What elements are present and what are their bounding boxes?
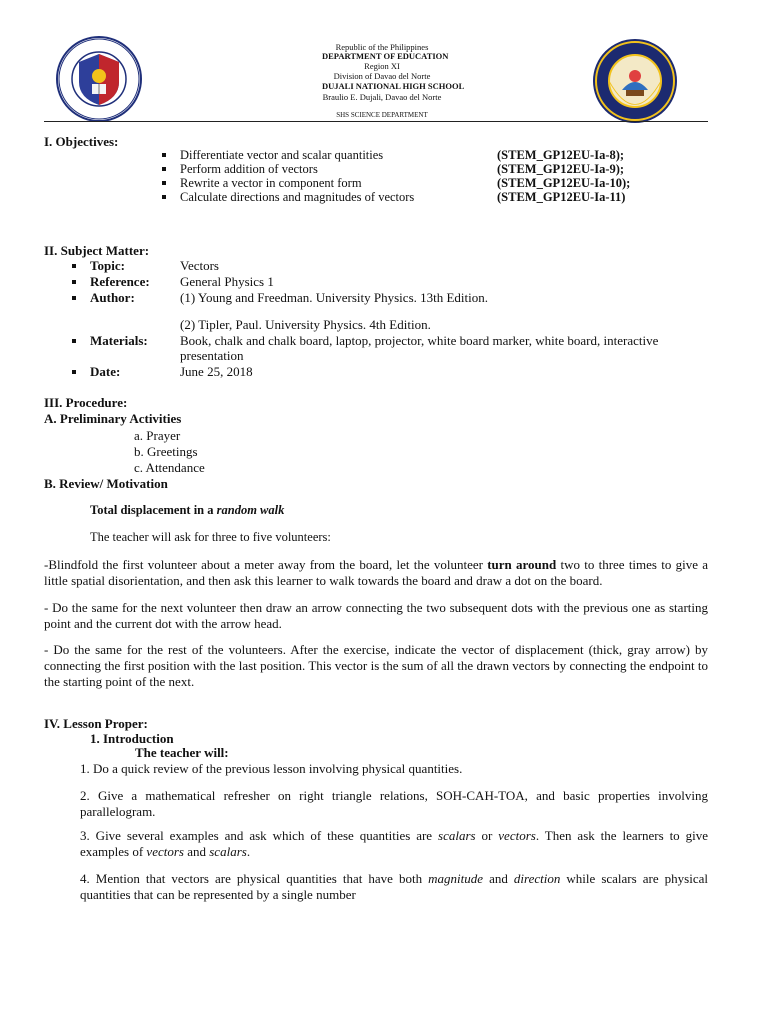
objective-4-text: Calculate directions and magnitudes of vectors — [180, 190, 415, 204]
objective-2-text: Perform addition of vectors — [180, 162, 318, 176]
bullet-square-icon — [162, 181, 166, 185]
bullet-square-icon — [162, 167, 166, 171]
materials-line-2: presentation — [180, 348, 244, 363]
lesson-item-1: 1. Do a quick review of the previous lesson involving physical quantities. — [80, 761, 463, 776]
lesson-heading: IV. Lesson Proper: — [44, 716, 148, 731]
activity-title: Total displacement in a random walk — [90, 503, 285, 517]
objectives-heading: I. Objectives: — [44, 134, 119, 149]
lesson-item-3: 3. Give several examples and ask which of these quantities are scalars or vectors. Then ask the learners to give examples of vectors and scalars. — [80, 828, 708, 859]
header-department: DEPARTMENT OF EDUCATION — [322, 51, 449, 61]
procedure-paragraph-3: - Do the same for the rest of the volunteers. After the exercise, indicate the vector of displacement (thick, gray arrow) by connecting the first position with the last position. This vector is the sum of all the drawn vectors by connecting the endpoint to the starting point of the next. — [44, 642, 708, 689]
header-dept-label: SHS SCIENCE DEPARTMENT — [336, 111, 428, 119]
bullet-square-icon — [72, 280, 76, 284]
materials-line-1: Book, chalk and chalk board, laptop, projector, white board marker, white board, interactive — [180, 333, 659, 348]
procedure-paragraph-1: -Blindfold the first volunteer about a meter away from the board, let the volunteer turn around two to three times to give a little spatial disorientation, and then ask this learner to walk towards the board and draw a dot on the board. — [44, 557, 708, 588]
header-address: Braulio E. Dujali, Davao del Norte — [322, 92, 442, 102]
objective-4-code: (STEM_GP12EU-Ia-11) — [497, 190, 626, 204]
lesson-item-4: 4. Mention that vectors are physical quantities that have both magnitude and direction while scalars are physical quantities that can be represented by a single number — [80, 871, 708, 902]
header-republic: Republic of the Philippines — [335, 42, 429, 52]
procedure-heading: III. Procedure: — [44, 395, 128, 410]
date-label: Date: — [90, 364, 121, 379]
teacher-will-heading: The teacher will: — [135, 745, 229, 760]
bullet-square-icon — [162, 195, 166, 199]
activity-intro: The teacher will ask for three to five volunteers: — [90, 530, 331, 544]
reference-label: Reference: — [90, 274, 150, 289]
introduction-heading: 1. Introduction — [90, 731, 174, 746]
bullet-square-icon — [72, 264, 76, 268]
topic-value: Vectors — [180, 258, 219, 273]
prelim-heading: A. Preliminary Activities — [44, 411, 182, 426]
review-heading: B. Review/ Motivation — [44, 476, 168, 491]
author-1: (1) Young and Freedman. University Physics. 13th Edition. — [180, 290, 489, 305]
materials-label: Materials: — [90, 333, 148, 348]
header-division: Division of Davao del Norte — [333, 71, 431, 81]
author-label: Author: — [90, 290, 135, 305]
bullet-square-icon — [72, 339, 76, 343]
deped-seal-logo — [56, 36, 142, 122]
prelim-item-greetings: b. Greetings — [134, 444, 198, 459]
prelim-item-prayer: a. Prayer — [134, 428, 181, 443]
objective-3-text: Rewrite a vector in component form — [180, 176, 362, 190]
date-value: June 25, 2018 — [180, 364, 253, 379]
bullet-square-icon — [72, 296, 76, 300]
objective-1-text: Differentiate vector and scalar quantities — [180, 148, 384, 162]
header-school: DUJALI NATIONAL HIGH SCHOOL — [322, 81, 465, 91]
prelim-item-attendance: c. Attendance — [134, 460, 205, 475]
procedure-paragraph-2: - Do the same for the next volunteer then draw an arrow connecting the two subsequent dots with the previous one as starting point and the current dot with the arrow head. — [44, 600, 708, 631]
bullet-square-icon — [162, 153, 166, 157]
objective-3-code: (STEM_GP12EU-Ia-10); — [497, 176, 631, 190]
school-seal-logo — [592, 38, 678, 124]
subject-heading: II. Subject Matter: — [44, 243, 150, 258]
reference-value: General Physics 1 — [180, 274, 274, 289]
topic-label: Topic: — [90, 258, 125, 273]
header-divider — [44, 121, 708, 122]
header-region: Region XI — [364, 61, 400, 71]
lesson-item-2: 2. Give a mathematical refresher on right triangle relations, SOH-CAH-TOA, and basic properties involving parallelogram. — [80, 788, 708, 819]
author-2: (2) Tipler, Paul. University Physics. 4th Edition. — [180, 317, 431, 332]
bullet-square-icon — [72, 370, 76, 374]
objective-1-code: (STEM_GP12EU-Ia-8); — [497, 148, 625, 162]
objective-2-code: (STEM_GP12EU-Ia-9); — [497, 162, 625, 176]
